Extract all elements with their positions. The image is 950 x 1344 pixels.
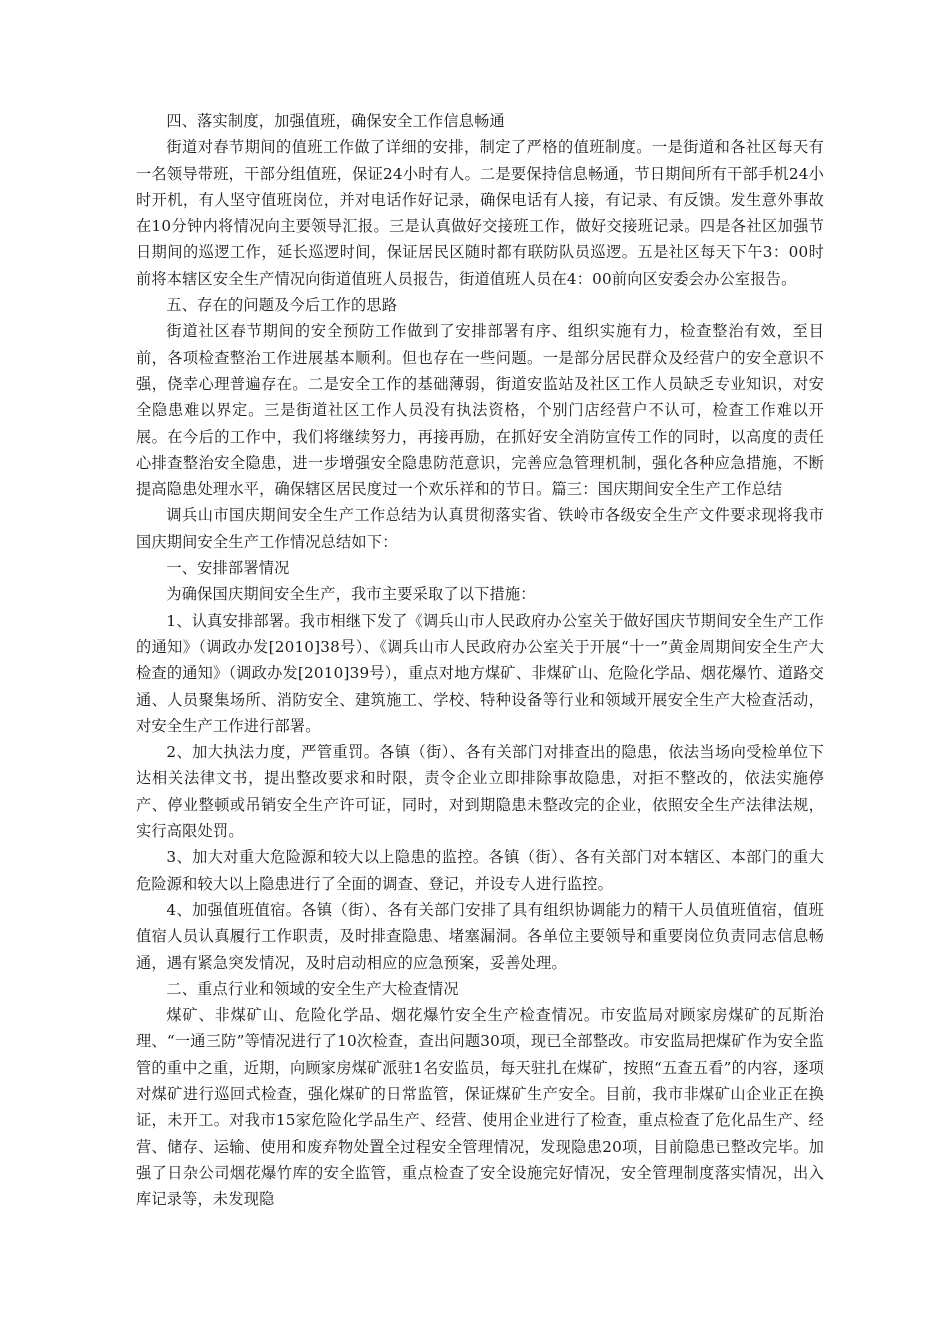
document-body	[136, 108, 824, 1212]
list-item-4: 4、加强值班值宿。各镇（街）、各有关部门安排了具有组织协调能力的精干人员值班值宿，值班值宿人员认真履行工作职责，及时排查隐患、堵塞漏洞。各单位主要领导和重要岗位负责同志信息畅通，遇有紧急突发情况，及时启动相应的应急预案，妥善处理。	[136, 900, 824, 972]
paragraph-coal-inspection: 煤矿、非煤矿山、危险化学品、烟花爆竹安全生产检查情况。市安监局对顾家房煤矿的瓦斯治理、“一通三防”等情况进行了10次检查，查出问题30项，现已全部整改。市安监局把煤矿作为安全监管的重中之重，近期，向顾家房煤矿派驻1名安监员，每天驻扎在煤矿，按照“五查五看”的内容，逐项对煤矿进行巡回式检查，强化煤矿的日常监管，保证煤矿生产安全。目前，我市非煤矿山企业正在换证，未开工。对我市15家危险化学品生产、经营、使用企业进行了检查，重点检查了危化品生产、经营、储存、运输、使用和废弃物处置全过程安全管理情况，发现隐患20项，目前隐患已整改完毕。加强了日杂公司烟花爆竹库的安全监管，重点检查了安全设施完好情况，安全管理制度落实情况，出入库记录等，未发现隐	[136, 1006, 824, 1209]
list-item-1: 1、认真安排部署。我市相继下发了《调兵山市人民政府办公室关于做好国庆节期间安全生产工作的通知》（调政办发[2010]38号）、《调兵山市人民政府办公室关于开展“十一”黄金周期间安全生产大检查的通知》（调政办发[2010]39号），重点对地方煤矿、非煤矿山、危险化学品、烟花爆竹、道路交通、人员聚集场所、消防安全、建筑施工、学校、特种设备等行业和领域开展安全生产大检查活动，对安全生产工作进行部署。	[136, 611, 824, 735]
list-item-3: 3、加大对重大危险源和较大以上隐患的监控。各镇（街）、各有关部门对本辖区、本部门的重大危险源和较大以上隐患进行了全面的调查、登记，并设专人进行监控。	[136, 848, 824, 893]
list-item-2: 2、加大执法力度，严管重罚。各镇（街）、各有关部门对排查出的隐患，依法当场向受检单位下达相关法律文书，提出整改要求和时限，责令企业立即排除事故隐患，对拒不整改的，依法实施停产、停业整顿或吊销安全生产许可证，同时，对到期隐患未整改完的企业，依照安全生产法律法规，实行高限处罚。	[136, 743, 824, 841]
section-heading-arrangement: 一、安排部署情况	[166, 559, 290, 578]
section-heading-inspection: 二、重点行业和领域的安全生产大检查情况	[166, 979, 459, 998]
paragraph-duty-arrangement: 街道对春节期间的值班工作做了详细的安排，制定了严格的值班制度。一是街道和各社区每天有一名领导带班，干部分组值班，保证24小时有人。二是要保持信息畅通，节日期间所有干部手机24小时开机，有人坚守值班岗位，并对电话作好记录，确保电话有人接，有记录、有反馈。发生意外事故在10分钟内将情况向主要领导汇报。三是认真做好交接班工作，做好交接班记录。四是各社区加强节日期间的巡逻工作，延长巡逻时间，保证居民区随时都有联防队员巡逻。五是社区每天下午3：00时前将本辖区安全生产情况向街道值班人员报告，街道值班人员在4：00前向区安委会办公室报告。	[136, 138, 824, 288]
paragraph-national-day-intro: 调兵山市国庆期间安全生产工作总结为认真贯彻落实省、铁岭市各级安全生产文件要求现将我市国庆期间安全生产工作情况总结如下：	[136, 506, 824, 551]
paragraph-problems: 街道社区春节期间的安全预防工作做到了安排部署有序、组织实施有力，检查整治有效，至目前，各项检查整治工作进展基本顺利。但也存在一些问题。一是部分居民群众及经营户的安全意识不强，侥幸心理普遍存在。二是安全工作的基础薄弱，街道安监站及社区工作人员缺乏专业知识，对安全隐患难以界定。三是街道社区工作人员没有执法资格，个别门店经营户不认可，检查工作难以开展。在今后的工作中，我们将继续努力，再接再励，在抓好安全消防宣传工作的同时，以高度的责任心排查整治安全隐患，进一步增强安全隐患防范意识，完善应急管理机制，强化各种应急措施，不断提高隐患处理水平，确保辖区居民度过一个欢乐祥和的节日。篇三：国庆期间安全生产工作总结	[136, 322, 824, 499]
paragraph-measures-intro: 为确保国庆期间安全生产，我市主要采取了以下措施：	[166, 585, 536, 604]
section-heading-5: 五、存在的问题及今后工作的思路	[166, 296, 398, 315]
section-heading-4: 四、落实制度，加强值班，确保安全工作信息畅通	[166, 112, 505, 130]
